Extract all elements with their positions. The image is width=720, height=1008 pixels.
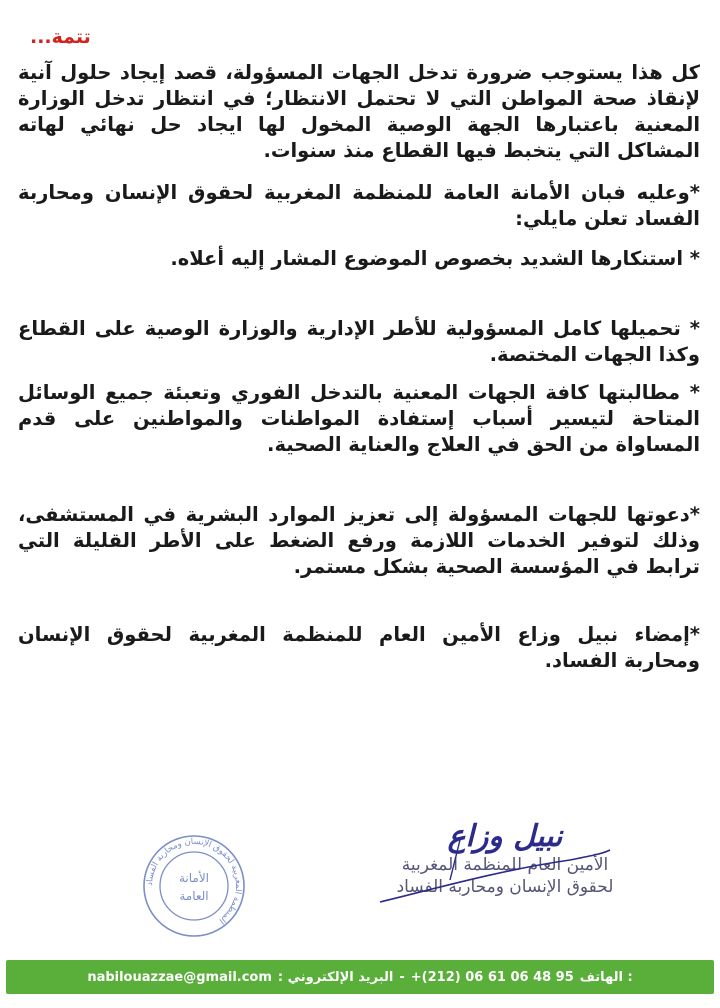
letter-body — [18, 60, 700, 674]
bullet-signature-note: *إمضاء نبيل وزاع الأمين العام للمنظمة المغربية لحقوق الإنسان ومحاربة الفساد. — [18, 623, 700, 672]
signature-org: لحقوق الإنسان ومحاربة الفساد — [396, 877, 614, 897]
signature-name: نبيل وزاع — [447, 819, 563, 854]
organization-stamp — [140, 832, 248, 940]
continued-label: تتمة... — [30, 26, 91, 48]
stamp-ring-text: المنظمة المغربية لحقوق الإنسان ومحاربة الفساد — [144, 836, 244, 926]
footer-separator: - — [399, 969, 405, 985]
stamp-center-line1: الأمانة — [178, 871, 210, 885]
bullet-responsibility: * تحميلها كامل المسؤولية للأطر الإدارية والوزارة الوصية على القطاع وكذا الجهات المختصة. — [18, 317, 700, 366]
bullet-demand: * مطالبتها كافة الجهات المعنية بالتدخل الفوري وتعبئة جميع الوسائل المتاحة لتيسير أسباب إستفادة المواطنات والمواطنين على قدم المساواة من الحق في العلاج والعناية الصحية. — [18, 381, 700, 456]
announcement-paragraph: *وعليه فبان الأمانة العامة للمنظمة المغربية لحقوق الإنسان ومحاربة الفساد تعلن مايلي: — [18, 181, 700, 230]
intro-paragraph: كل هذا يستوجب ضرورة تدخل الجهات المسؤولة، قصد إيجاد حلول آنية لإنقاذ صحة المواطن التي لا تحتمل الانتظار؛ في انتظار تدخل الوزارة المعنية باعتبارها الجهة الوصية المخول لها ايجاد حل نهائي لهاته المشاكل التي يتخبط فيها القطاع منذ سنوات. — [18, 61, 700, 162]
bullet-call: *دعوتها للجهات المسؤولة إلى تعزيز الموارد البشرية في المستشفى، وذلك لتوفير الخدمات اللازمة ورفع الضغط على الأطر القليلة التي ترابط في المؤسسة الصحية بشكل مستمر. — [18, 503, 700, 578]
bullet-condemnation: * استنكارها الشديد بخصوص الموضوع المشار إليه أعلاه. — [170, 247, 700, 270]
handwritten-signature-stroke — [340, 820, 670, 910]
contact-footer — [6, 960, 714, 994]
footer-phone[interactable]: +(212) 06 61 06 48 95 — [410, 969, 574, 985]
stamp-center-line2: العامة — [179, 889, 209, 903]
footer-email-label: : البريد الإلكتروني — [277, 969, 394, 985]
footer-phone-label: الهاتف : — [579, 969, 633, 985]
footer-email[interactable]: nabilouazzae@gmail.com — [87, 969, 272, 985]
signature-block — [340, 820, 670, 898]
signature-title: الأمين العام للمنظمة المغربية — [401, 855, 609, 875]
